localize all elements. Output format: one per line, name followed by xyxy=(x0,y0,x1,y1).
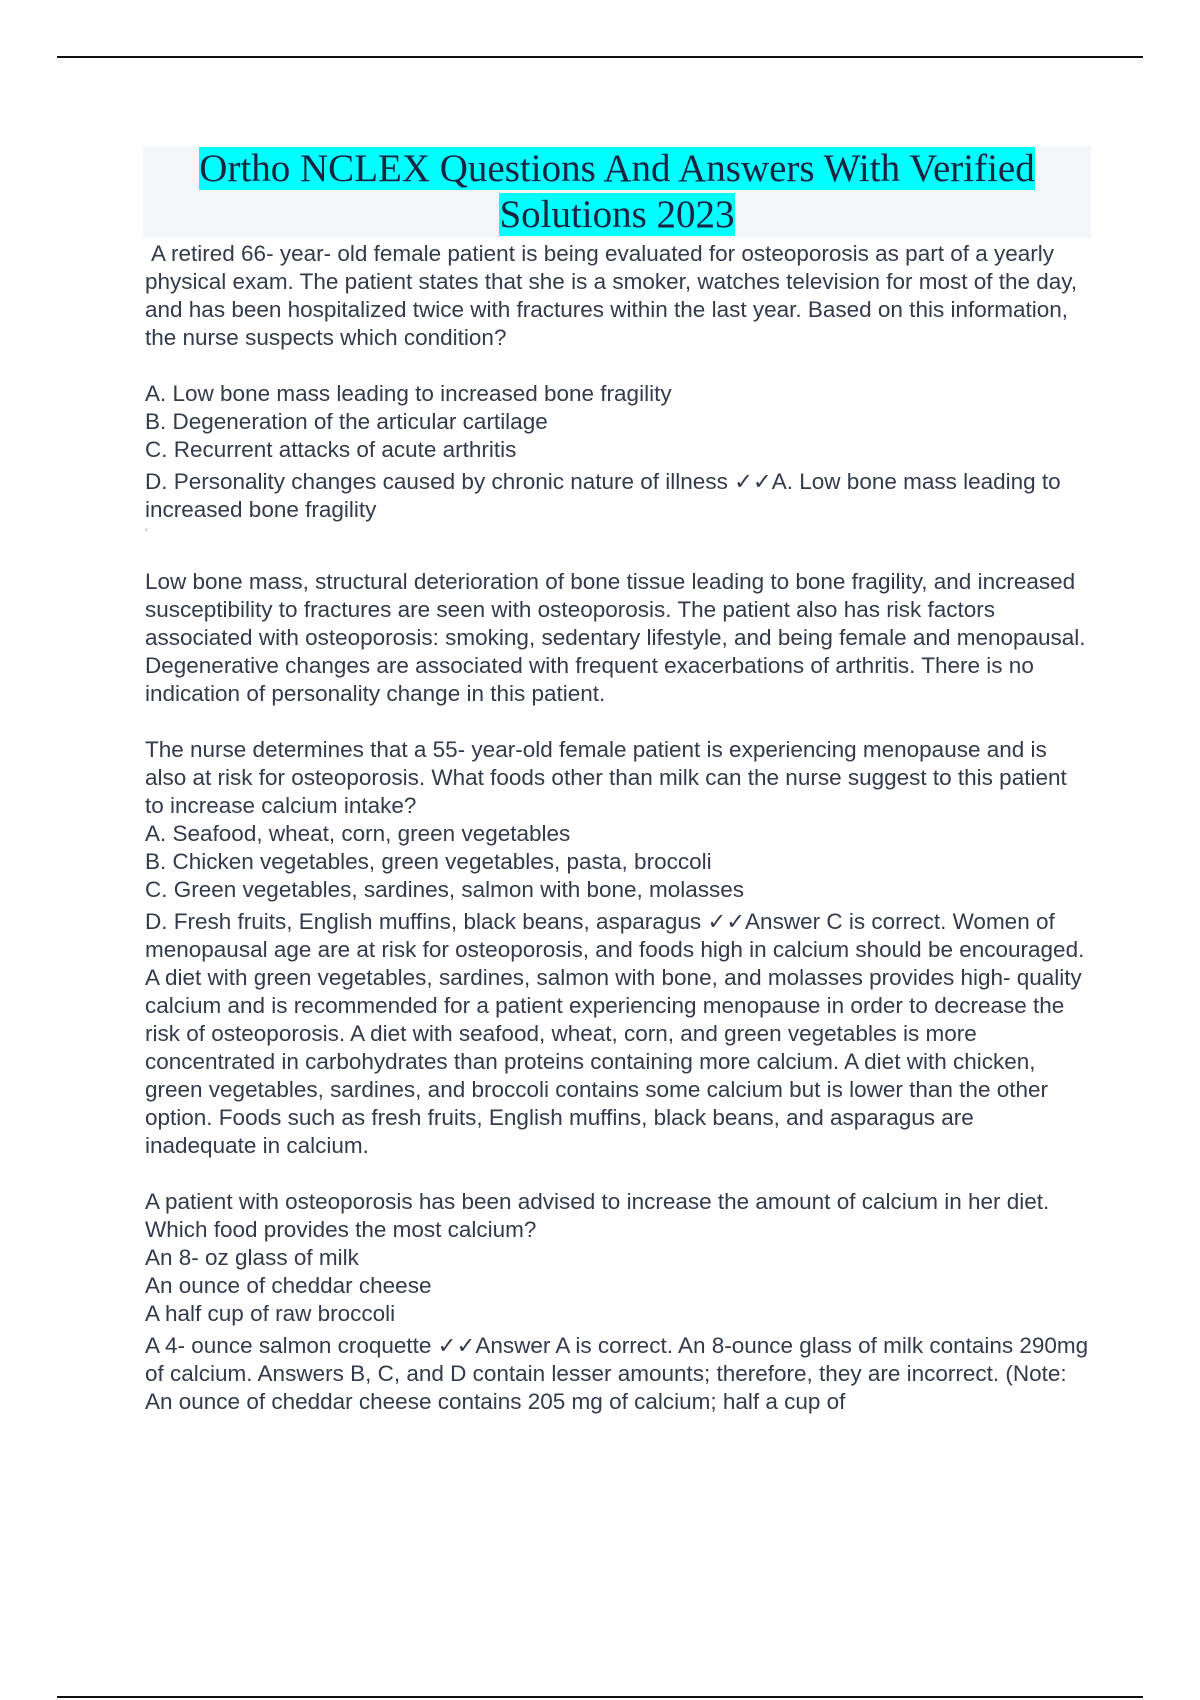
question-3-option-a: An 8- oz glass of milk xyxy=(145,1245,359,1270)
spacer xyxy=(145,352,1090,380)
question-1-option-b: B. Degeneration of the articular cartilage xyxy=(145,409,548,434)
footer-rule xyxy=(57,1696,1143,1698)
spacer xyxy=(145,1160,1090,1188)
title-line-2: Solutions 2023 xyxy=(499,193,735,236)
header-rule xyxy=(57,56,1143,58)
question-2-option-b: B. Chicken vegetables, green vegetables, pasta, broccoli xyxy=(145,849,712,874)
spacer xyxy=(145,708,1090,736)
stray-mark: ' xyxy=(145,526,148,540)
document-body xyxy=(145,240,1090,1416)
question-1-option-a: A. Low bone mass leading to increased bone fragility xyxy=(145,381,672,406)
question-1-rationale: Low bone mass, structural deterioration of bone tissue leading to bone fragility, and increased susceptibility to fractures are seen with osteoporosis. The patient also has risk factors associated with osteoporosis: smoking, sedentary lifestyle, and being female and menopausal. Degenerative changes are associated with frequent exacerbations of arthritis. There is no indication of personality change in this patient. xyxy=(145,569,1086,706)
question-3-stem: A patient with osteoporosis has been advised to increase the amount of calcium in her diet. Which food provides the most calcium? xyxy=(145,1189,1050,1242)
question-3-option-b: An ounce of cheddar cheese xyxy=(145,1273,432,1298)
document-title xyxy=(143,146,1091,238)
question-3-option-c: A half cup of raw broccoli xyxy=(145,1301,396,1326)
question-2-option-a: A. Seafood, wheat, corn, green vegetables xyxy=(145,821,571,846)
question-2-answer: D. Fresh fruits, English muffins, black beans, asparagus ✓✓Answer C is correct. Women of menopausal age are at risk for osteoporosis, and foods high in calcium should be encouraged. A diet with green vegetables, sardines, salmon with bone, and molasses provides high- quality calcium and is recommended for a patient experiencing menopause in order to decrease the risk of osteoporosis. A diet with seafood, wheat, corn, and green vegetables is more concentrated in carbohydrates than proteins containing more calcium. A diet with chicken, green vegetables, sardines, and broccoli contains some calcium but is lower than the other option. Foods such as fresh fruits, English muffins, black beans, and asparagus are inadequate in calcium. xyxy=(145,909,1085,1158)
title-line-1: Ortho NCLEX Questions And Answers With Verified xyxy=(199,147,1035,190)
question-1-option-c: C. Recurrent attacks of acute arthritis xyxy=(145,437,517,462)
spacer xyxy=(145,552,1090,568)
question-1-option-d-answer: D. Personality changes caused by chronic nature of illness ✓✓A. Low bone mass leading to increased bone fragility xyxy=(145,469,1061,522)
question-3-answer: A 4- ounce salmon croquette ✓✓Answer A is correct. An 8-ounce glass of milk contains 290mg of calcium. Answers B, C, and D contain lesser amounts; therefore, they are incorrect. (Note: An ounce of cheddar cheese contains 205 mg of calcium; half a cup of xyxy=(145,1333,1089,1414)
question-1-stem: A retired 66- year- old female patient is being evaluated for osteoporosis as part of a yearly physical exam. The patient states that she is a smoker, watches television for most of the day, and has been hospitalized twice with fractures within the last year. Based on this information, the nurse suspects which condition? xyxy=(145,241,1078,350)
question-2-option-c: C. Green vegetables, sardines, salmon with bone, molasses xyxy=(145,877,745,902)
question-2-stem: The nurse determines that a 55- year-old female patient is experiencing menopause and is also at risk for osteoporosis. What foods other than milk can the nurse suggest to this patient to increase calcium intake? xyxy=(145,737,1067,818)
